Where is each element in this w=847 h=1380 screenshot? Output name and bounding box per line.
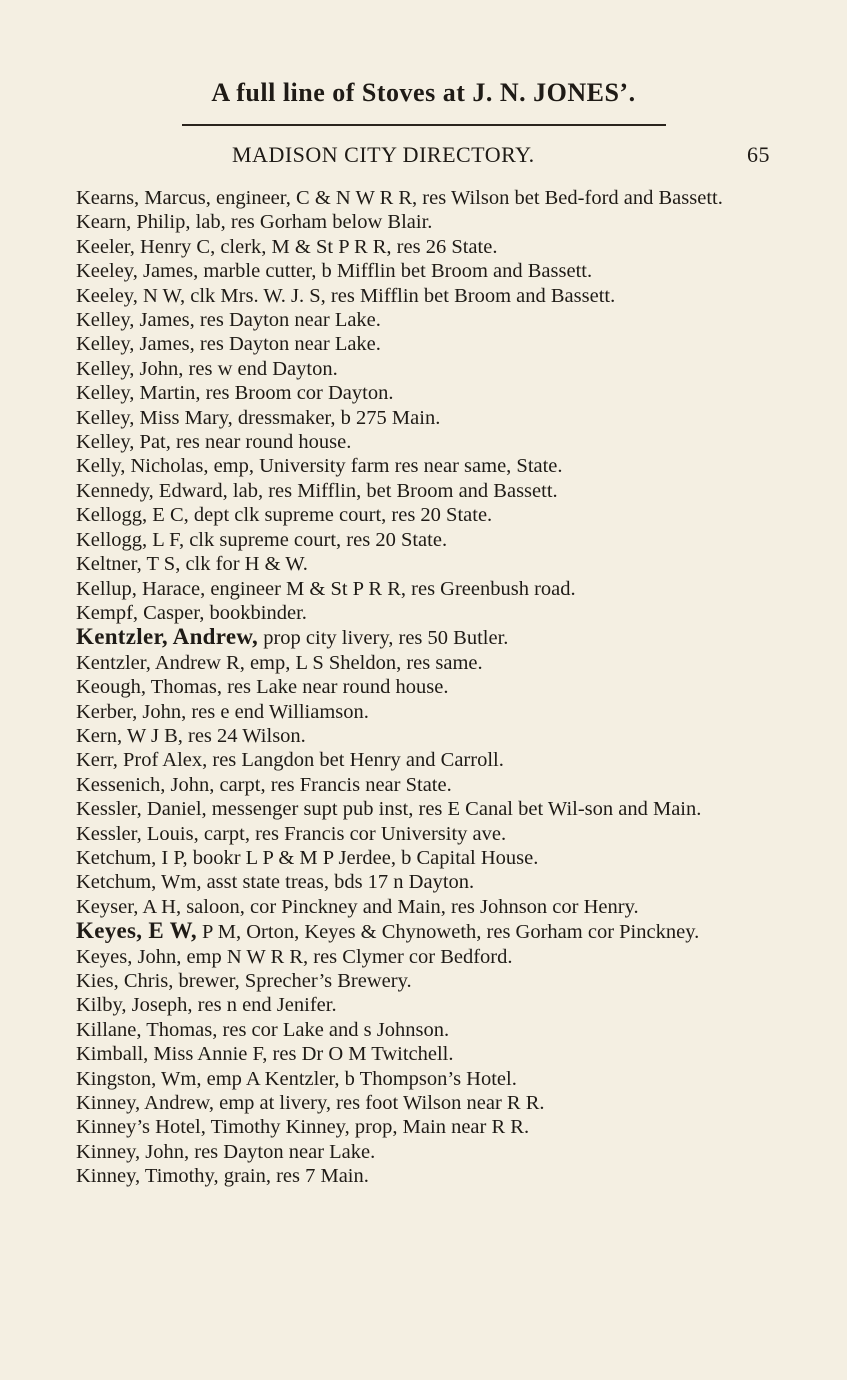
entry-text: Kearns, Marcus, engineer, C & N W R R, res Wilson bet Bed-ford and Bassett. (76, 187, 723, 209)
entry-text: Kennedy, Edward, lab, res Mifflin, bet Broom and Bassett. (76, 479, 558, 502)
entry-text: Kellogg, E C, dept clk supreme court, res 20 State. (76, 504, 493, 527)
directory-entry (76, 381, 768, 405)
directory-entry (76, 919, 768, 944)
directory-entry (76, 822, 768, 846)
advertisement-banner: A full line of Stoves at J. N. JONES’. (211, 78, 636, 107)
directory-entry (76, 773, 768, 797)
entry-text: Kessenich, John, carpt, res Francis near State. (76, 773, 452, 796)
entry-text: Kerr, Prof Alex, res Langdon bet Henry and Carroll. (76, 749, 504, 772)
entry-text: Keeley, James, marble cutter, b Mifflin bet Broom and Bassett. (76, 260, 593, 283)
entry-text: prop city livery, res 50 Butler. (263, 627, 509, 650)
entry-text: Kelley, Martin, res Broom cor Dayton. (76, 382, 394, 405)
entry-text: Kinney’s Hotel, Timothy Kinney, prop, Main near R R. (76, 1116, 530, 1139)
entry-text: Kingston, Wm, emp A Kentzler, b Thompson’s Hotel. (76, 1067, 517, 1090)
entry-text: Kinney, John, res Dayton near Lake. (76, 1140, 376, 1163)
directory-entries (76, 186, 768, 1189)
directory-entry (76, 357, 768, 381)
entry-text: Kilby, Joseph, res n end Jenifer. (76, 994, 337, 1017)
directory-entry (76, 528, 768, 552)
entry-text: Kinney, Andrew, emp at livery, res foot Wilson near R R. (76, 1092, 545, 1115)
header-rule (182, 124, 666, 126)
entry-text: Kempf, Casper, bookbinder. (76, 601, 307, 624)
entry-text: Kelley, Pat, res near round house. (76, 431, 352, 454)
directory-entry (76, 259, 768, 283)
directory-entry (76, 430, 768, 454)
entry-text: Kelly, Nicholas, emp, University farm res near same, State. (76, 455, 563, 478)
entry-text: Kellup, Harace, engineer M & St P R R, res Greenbush road. (76, 577, 576, 600)
directory-entry (76, 797, 768, 821)
entry-text: Kelley, John, res w end Dayton. (76, 357, 338, 380)
directory-entry (76, 895, 768, 919)
entry-text: Kessler, Louis, carpt, res Francis cor University ave. (76, 822, 507, 845)
directory-entry (76, 870, 768, 894)
page-number: 65 (747, 142, 770, 167)
directory-entry (76, 1042, 768, 1066)
directory-entry (76, 235, 768, 259)
directory-entry (76, 1140, 768, 1164)
entry-text: Ketchum, Wm, asst state treas, bds 17 n Dayton. (76, 871, 475, 894)
entry-bold-name: Kentzler, Andrew, (76, 624, 259, 650)
directory-entry (76, 503, 768, 527)
directory-entry (76, 724, 768, 748)
directory-entry (76, 284, 768, 308)
page-title: MADISON CITY DIRECTORY. (232, 142, 535, 167)
directory-entry (76, 1018, 768, 1042)
directory-entry (76, 846, 768, 870)
directory-entry (76, 332, 768, 356)
entry-text: Keyser, A H, saloon, cor Pinckney and Main, res Johnson cor Henry. (76, 895, 639, 918)
directory-entry (76, 945, 768, 969)
entry-text: Kelley, James, res Dayton near Lake. (76, 333, 381, 356)
entry-text: Kimball, Miss Annie F, res Dr O M Twitchell. (76, 1043, 454, 1066)
entry-text: Kelley, Miss Mary, dressmaker, b 275 Main. (76, 406, 441, 429)
entry-text: Kessler, Daniel, messenger supt pub inst, res E Canal bet Wil-son and Main. (76, 798, 702, 821)
directory-entry (76, 577, 768, 601)
directory-entry (76, 454, 768, 478)
directory-entry (76, 993, 768, 1017)
entry-text: Keeler, Henry C, clerk, M & St P R R, res 26 State. (76, 235, 498, 258)
directory-entry (76, 601, 768, 625)
directory-entry (76, 625, 768, 650)
entry-text: Keeley, N W, clk Mrs. W. J. S, res Mifflin bet Broom and Bassett. (76, 284, 616, 307)
entry-text: Kelley, James, res Dayton near Lake. (76, 309, 381, 332)
directory-entry (76, 308, 768, 332)
entry-text: P M, Orton, Keyes & Chynoweth, res Gorham cor Pinckney. (202, 921, 700, 944)
directory-entry (76, 406, 768, 430)
directory-entry (76, 675, 768, 699)
directory-entry (76, 1067, 768, 1091)
directory-entry (76, 1091, 768, 1115)
entry-text: Ketchum, I P, bookr L P & M P Jerdee, b Capital House. (76, 846, 539, 869)
entry-text: Kellogg, L F, clk supreme court, res 20 State. (76, 528, 448, 551)
entry-text: Kerber, John, res e end Williamson. (76, 700, 369, 723)
directory-entry (76, 700, 768, 724)
directory-entry (76, 479, 768, 503)
directory-entry (76, 748, 768, 772)
entry-text: Kinney, Timothy, grain, res 7 Main. (76, 1165, 369, 1188)
entry-text: Keyes, John, emp N W R R, res Clymer cor Bedford. (76, 945, 513, 968)
entry-text: Keltner, T S, clk for H & W. (76, 553, 308, 576)
directory-entry (76, 1164, 768, 1188)
directory-entry (76, 552, 768, 576)
directory-entry (76, 969, 768, 993)
directory-entry (76, 210, 768, 234)
entry-text: Kern, W J B, res 24 Wilson. (76, 724, 306, 747)
directory-entry (76, 1115, 768, 1139)
directory-entry (76, 186, 768, 210)
directory-entry (76, 651, 768, 675)
entry-text: Kies, Chris, brewer, Sprecher’s Brewery. (76, 970, 412, 992)
entry-text: Killane, Thomas, res cor Lake and s Johnson. (76, 1018, 450, 1041)
entry-text: Kearn, Philip, lab, res Gorham below Blair. (76, 211, 433, 234)
entry-bold-name: Keyes, E W, (76, 918, 197, 944)
entry-text: Kentzler, Andrew R, emp, L S Sheldon, res same. (76, 651, 483, 674)
entry-text: Keough, Thomas, res Lake near round house. (76, 676, 449, 699)
